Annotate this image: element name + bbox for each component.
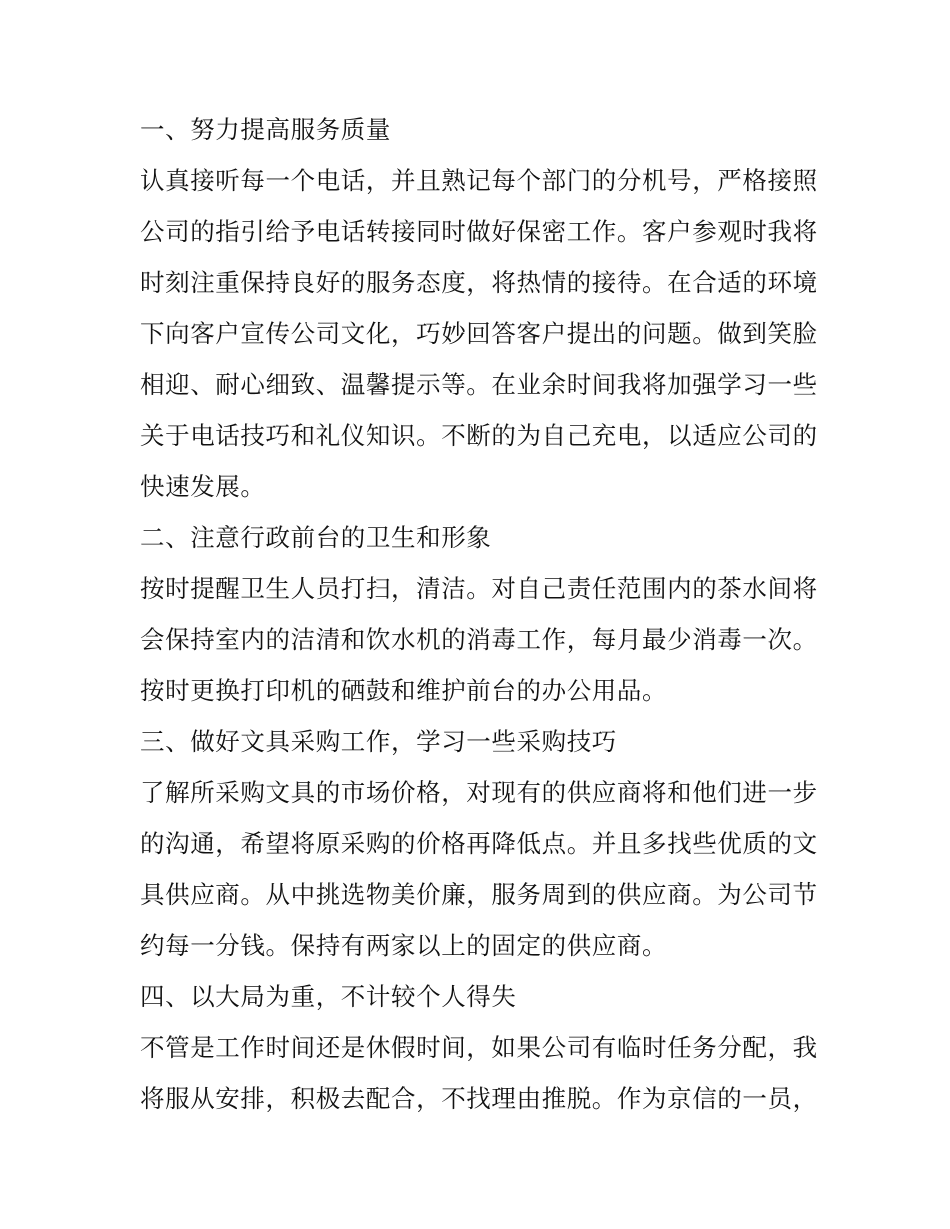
paragraph-line: 的沟通，希望将原采购的价格再降低点。并且多找些优质的文 [140,829,818,858]
paragraph-line: 会保持室内的洁清和饮水机的消毒工作，每月最少消毒一次。 [140,625,818,654]
section-3 [140,716,820,971]
paragraph-line: 按时更换打印机的硒鼓和维护前台的办公用品。 [140,676,668,705]
paragraph-line: 约每一分钱。保持有两家以上的固定的供应商。 [140,931,668,960]
paragraph-line: 按时提醒卫生人员打扫，清洁。对自己责任范围内的茶水间将 [140,574,818,603]
paragraph-line: 不管是工作时间还是休假时间，如果公司有临时任务分配，我 [140,1033,818,1062]
section-4 [140,971,820,1124]
paragraph-line: 公司的指引给予电话转接同时做好保密工作。客户参观时我将 [140,217,818,246]
section-heading: 三、做好文具采购工作，学习一些采购技巧 [140,727,617,756]
paragraph-line: 认真接听每一个电话，并且熟记每个部门的分机号，严格接照 [140,166,818,195]
paragraph-line: 相迎、耐心细致、温馨提示等。在业余时间我将加强学习一些 [140,370,818,399]
paragraph-line: 了解所采购文具的市场价格，对现有的供应商将和他们进一步 [140,778,818,807]
paragraph-line: 关于电话技巧和礼仪知识。不断的为自己充电，以适应公司的 [140,421,818,450]
paragraph-line: 时刻注重保持良好的服务态度，将热情的接待。在合适的环境 [140,268,818,297]
paragraph-line: 具供应商。从中挑选物美价廉，服务周到的供应商。为公司节 [140,880,818,909]
section-heading: 二、注意行政前台的卫生和形象 [140,523,492,552]
paragraph-line: 快速发展。 [140,472,266,501]
document-body [140,104,820,1124]
section-1 [140,104,820,512]
section-2 [140,512,820,716]
paragraph-line: 下向客户宣传公司文化，巧妙回答客户提出的问题。做到笑脸 [140,319,818,348]
section-heading: 四、以大局为重，不计较个人得失 [140,982,517,1011]
paragraph-line: 将服从安排，积极去配合，不找理由推脱。作为京信的一员， [140,1084,818,1113]
section-heading: 一、努力提高服务质量 [140,115,391,144]
